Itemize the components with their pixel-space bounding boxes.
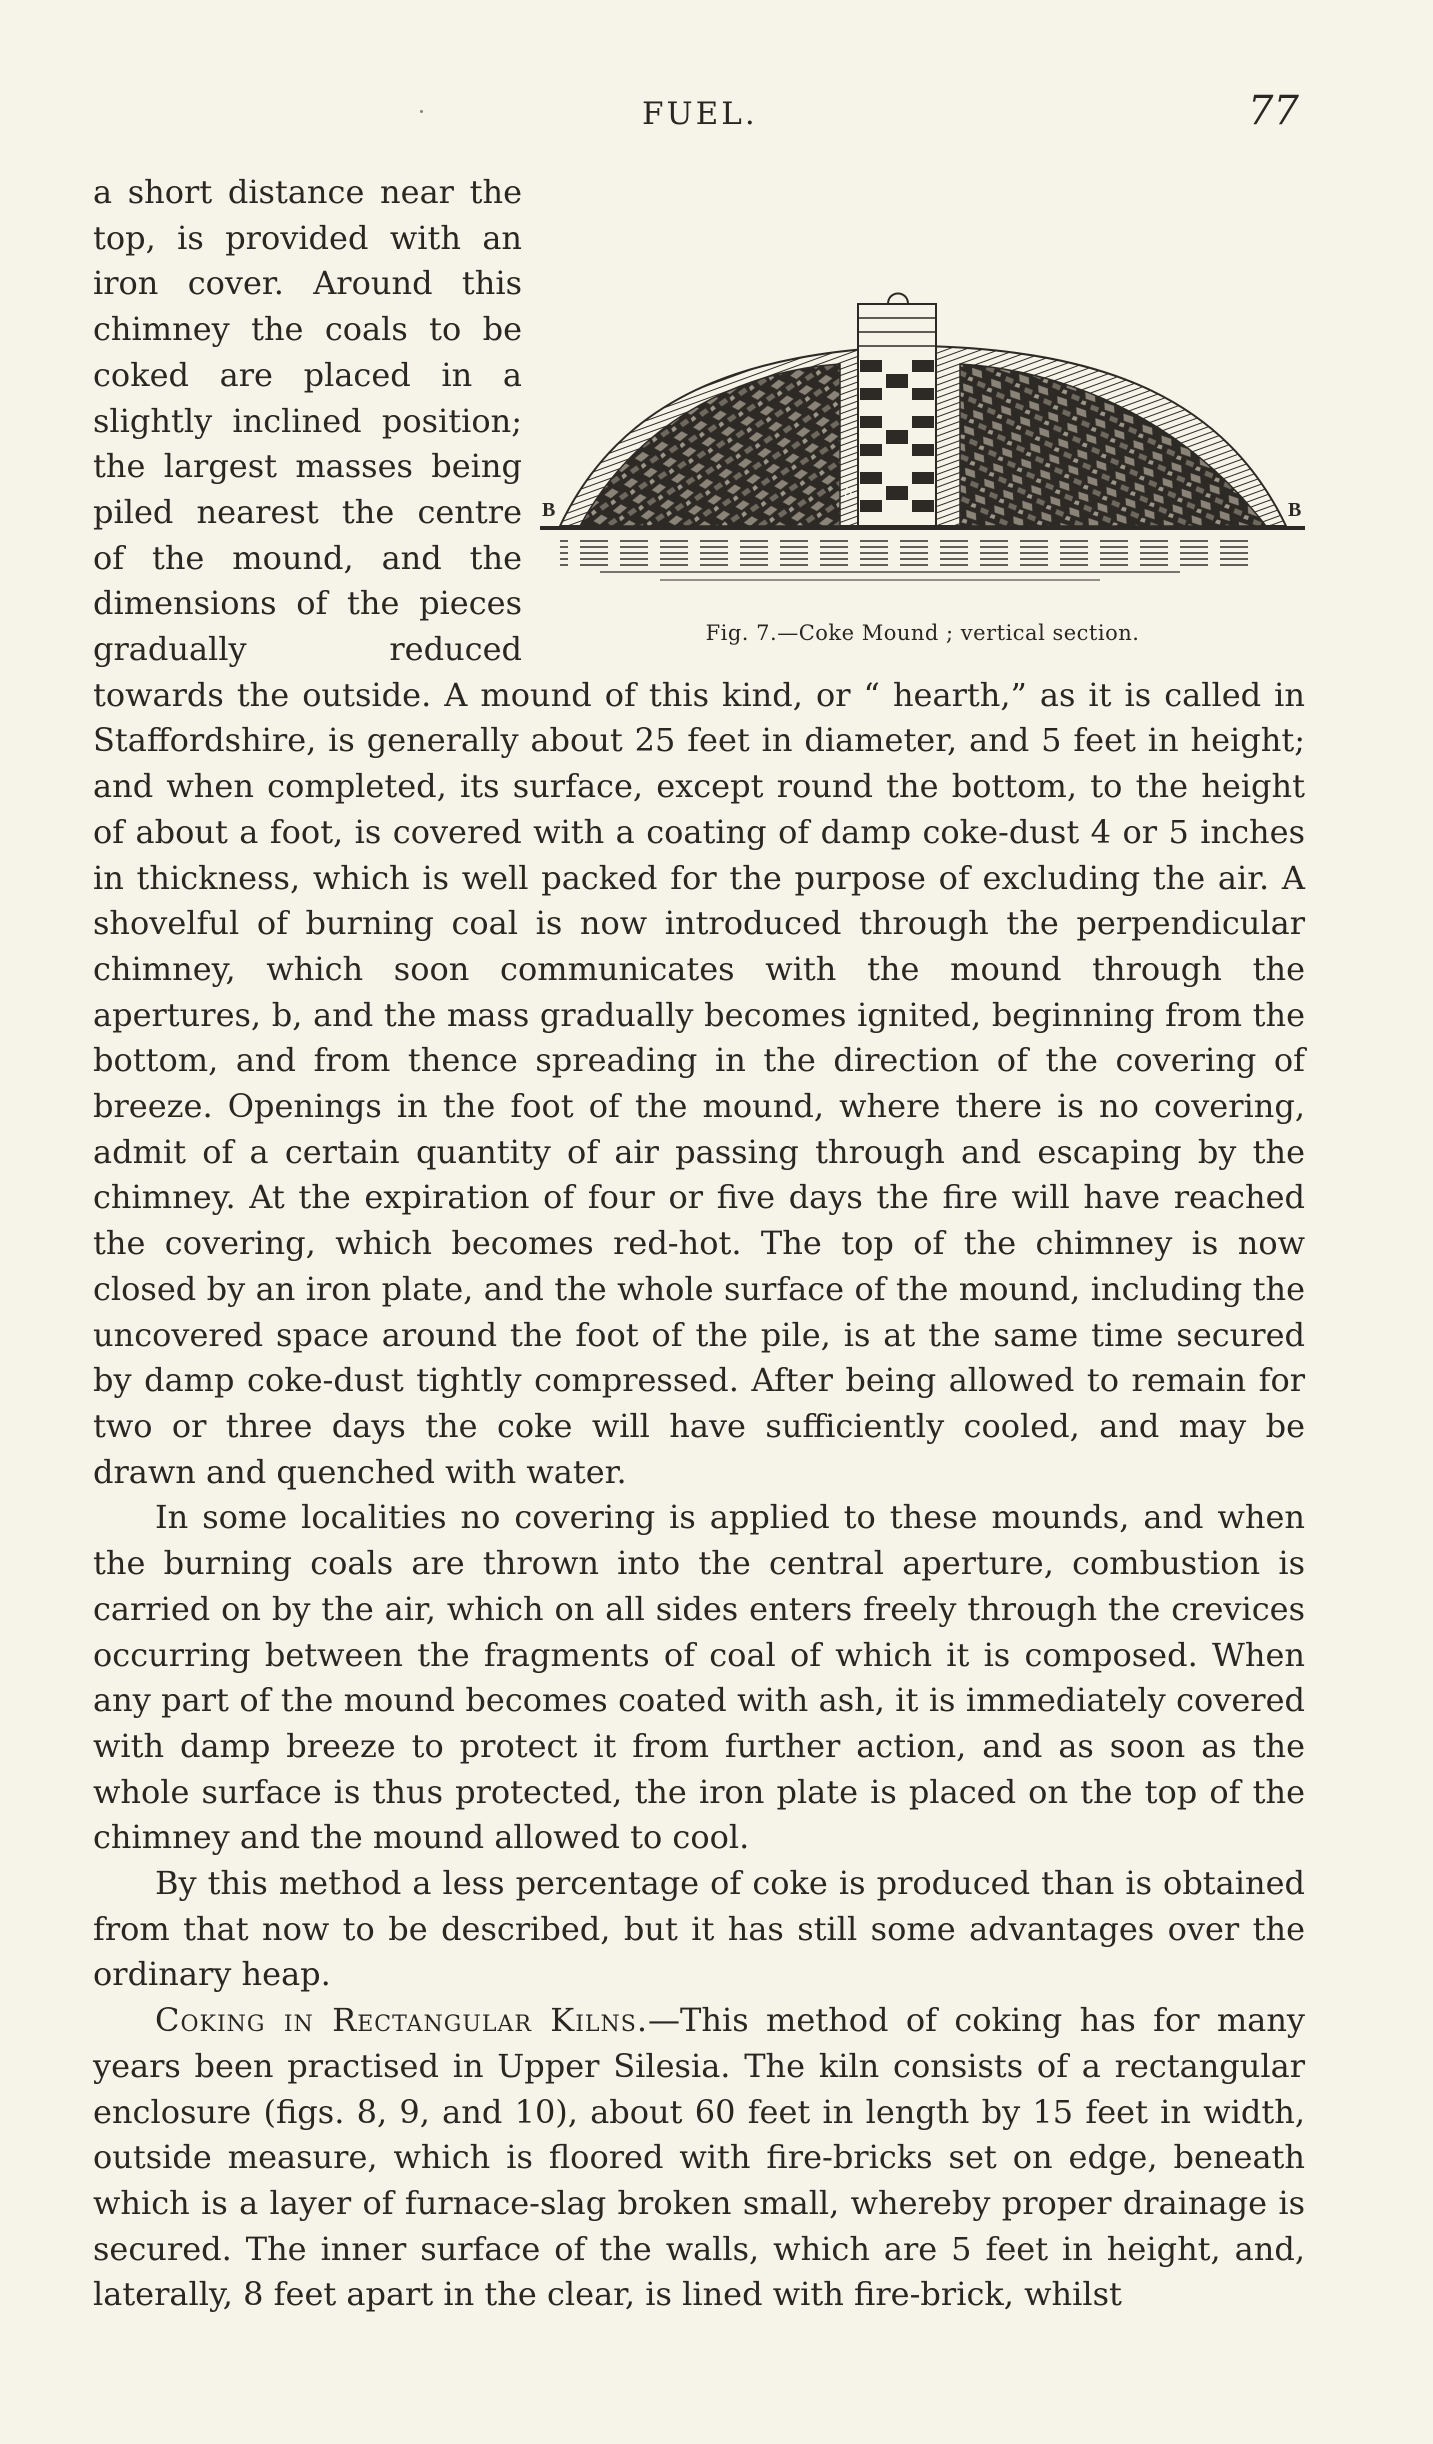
label-aperture: b [844,485,852,502]
coke-mound-illustration [540,280,1305,620]
paragraph-2: In some localities no covering is applied to these mounds, and when the burning coals are thrown into the central aperture, combustion is carried on by the air, which on all sides enters freely through the crevices occurring between the fragments of coal of which it is composed. When any part of the mound becomes coated with ash, it is immediately covered with damp breeze to protect it from further action, and as soon as the whole surface is thus protected, the iron plate is placed on the top of the chimney and the mound allowed to cool. [93,1498,1305,1857]
paragraph-4-body: —This method of coking has for many years been practised in Upper Silesia. The kiln consists of a rectangular enclosure (figs. 8, 9, and 10), about 60 feet in length by 15 feet in width, outside measure, which is floored with fire-bricks set on edge, beneath which is a layer of furnace-slag broken small, whereby proper drainage is secured. The inner surface of the walls, which are 5 feet in height, and, laterally, 8 feet apart in the clear, is lined with fire-brick, whilst [93,2001,1306,2314]
chimney [858,294,936,527]
figure-coke-mound [540,170,1305,665]
running-head [0,88,1433,138]
label-b-right: B [1288,499,1302,521]
paragraph-1: a short distance near the top, is provided with an iron cover. Around this chimney the coals to be coked are placed in a slightly inclined position; the largest masses being piled nearest the centre of the mound, and the dimensions of the pieces gradually reduced towards the outside. A mound of this kind, or “ hearth,” as it is called in Staffordshire, is generally about 25 feet in diameter, and 5 feet in height; and when completed, its surface, except round the bottom, to the height of about a foot, is covered with a coating of damp coke-dust 4 or 5 inches in thickness, which is well packed for the purpose of excluding the air. A shovelful of burning coal is now introduced through the perpendicular chimney, which soon communicates with the mound through the apertures, b, and the mass gradually becomes ignited, beginning from the bottom, and from thence spreading in the direction of the covering of breeze. Openings in the foot of the mound, where there is no covering, admit of a certain quantity of air passing through and escaping by the chimney. At the expiration of four or five days the fire will have reached the covering, which becomes red-hot. The top of the chimney is now closed by an iron plate, and the whole surface of the mound, including the uncovered space around the foot of the pile, is at the same time secured by damp coke-dust tightly compressed. After being allowed to remain for two or three days the coke will have sufficiently cooled, and may be drawn and quenched with water. [93,173,1305,1491]
page-number: 77 [1248,88,1299,134]
figure-caption: Fig. 7.—Coke Mound ; vertical section. [705,621,1140,645]
paragraph-4 [93,1998,1305,2318]
body-text [93,170,1305,2318]
print-speck [420,110,423,113]
label-b-left: B [542,499,556,521]
chapter-title: FUEL. [642,96,758,132]
section-heading: Coking in Rectangular Kilns. [155,2001,649,2040]
paragraph-3: By this method a less percentage of coke is produced than is obtained from that now to be described, but it has still some advantages over the ordinary heap. [93,1864,1305,1994]
